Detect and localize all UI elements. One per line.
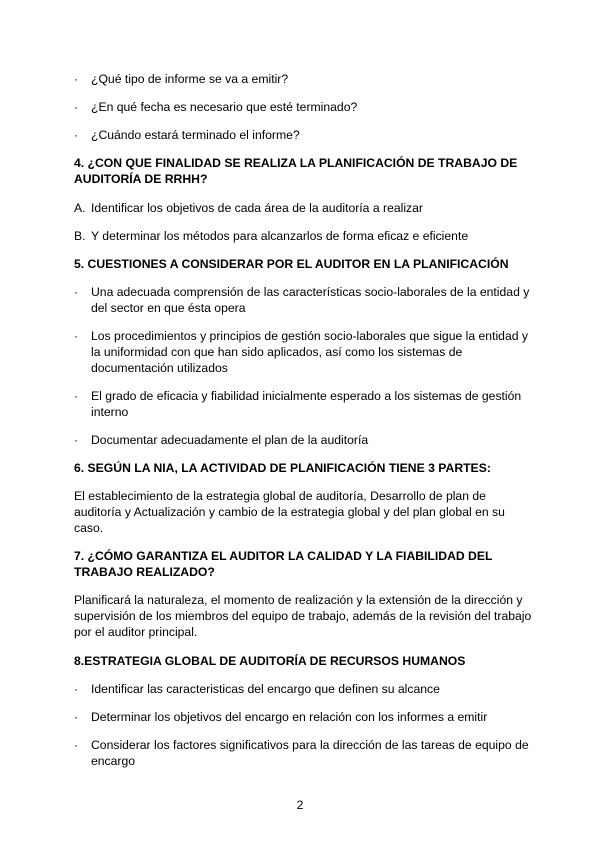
- list-item-text: El grado de eficacia y fiabilidad inicialmente esperado a los sistemas de gestión interno: [91, 389, 522, 419]
- list-item-text: Identificar las caracteristicas del encargo que definen su alcance: [91, 682, 440, 696]
- list-item-text: ¿Cuándo estará terminado el informe?: [91, 128, 300, 142]
- bullet-marker: ·: [74, 128, 79, 142]
- page-number: 2: [296, 798, 304, 812]
- list-item-text: Y determinar los métodos para alcanzarlos de forma eficaz e eficiente: [91, 229, 469, 243]
- list-item-text: Los procedimientos y principios de gestión socio-laborales que sigue la entidad y la uniformidad con que han sido aplicados, así como los sistemas de documentación utilizados: [91, 329, 528, 375]
- section-heading: 6. SEGÚN LA NIA, LA ACTIVIDAD DE PLANIFICACIÓN TIENE 3 PARTES:: [74, 461, 491, 475]
- list-item-text: Documentar adecuadamente el plan de la auditoría: [91, 433, 369, 447]
- bullet-marker: ·: [74, 100, 79, 114]
- paragraph: El establecimiento de la estrategia global de auditoría, Desarrollo de plan de auditoría y Actualización y cambio de la estrategia global y del plan global en su caso.: [74, 489, 505, 535]
- bullet-marker: ·: [74, 710, 79, 724]
- bullet-marker: ·: [74, 389, 79, 403]
- list-item-text: ¿En qué fecha es necesario que esté terminado?: [91, 100, 358, 114]
- list-item-text: ¿Qué tipo de informe se va a emitir?: [91, 72, 289, 86]
- list-item-text: Identificar los objetivos de cada área de la auditoría a realizar: [91, 201, 423, 215]
- section-heading: 8.ESTRATEGIA GLOBAL DE AUDITORÍA DE RECURSOS HUMANOS: [74, 654, 466, 668]
- list-item-text: Una adecuada comprensión de las características socio-laborales de la entidad y del sector en que ésta opera: [91, 285, 530, 315]
- bullet-marker: ·: [74, 433, 79, 447]
- bullet-marker: ·: [74, 329, 79, 343]
- letter-marker: B.: [74, 229, 86, 243]
- letter-marker: A.: [74, 201, 86, 215]
- section-heading: 7. ¿CÓMO GARANTIZA EL AUDITOR LA CALIDAD Y LA FIABILIDAD DEL TRABAJO REALIZADO?: [74, 549, 493, 579]
- paragraph: Planificará la naturaleza, el momento de realización y la extensión de la dirección y supervisión de los miembros del equipo de trabajo, además de la revisión del trabajo por el auditor principal.: [74, 593, 532, 639]
- section-heading: 5. CUESTIONES A CONSIDERAR POR EL AUDITOR EN LA PLANIFICACIÓN: [74, 257, 509, 271]
- bullet-marker: ·: [74, 682, 79, 696]
- section-heading: 4. ¿CON QUE FINALIDAD SE REALIZA LA PLANIFICACIÓN DE TRABAJO DE AUDITORÍA DE RRHH?: [74, 156, 518, 186]
- bullet-marker: ·: [74, 285, 79, 299]
- list-item-text: Determinar los objetivos del encargo en relación con los informes a emitir: [91, 710, 488, 724]
- bullet-marker: ·: [74, 72, 79, 86]
- bullet-marker: ·: [74, 738, 79, 752]
- list-item-text: Considerar los factores significativos para la dirección de las tareas de equipo de encargo: [91, 738, 529, 768]
